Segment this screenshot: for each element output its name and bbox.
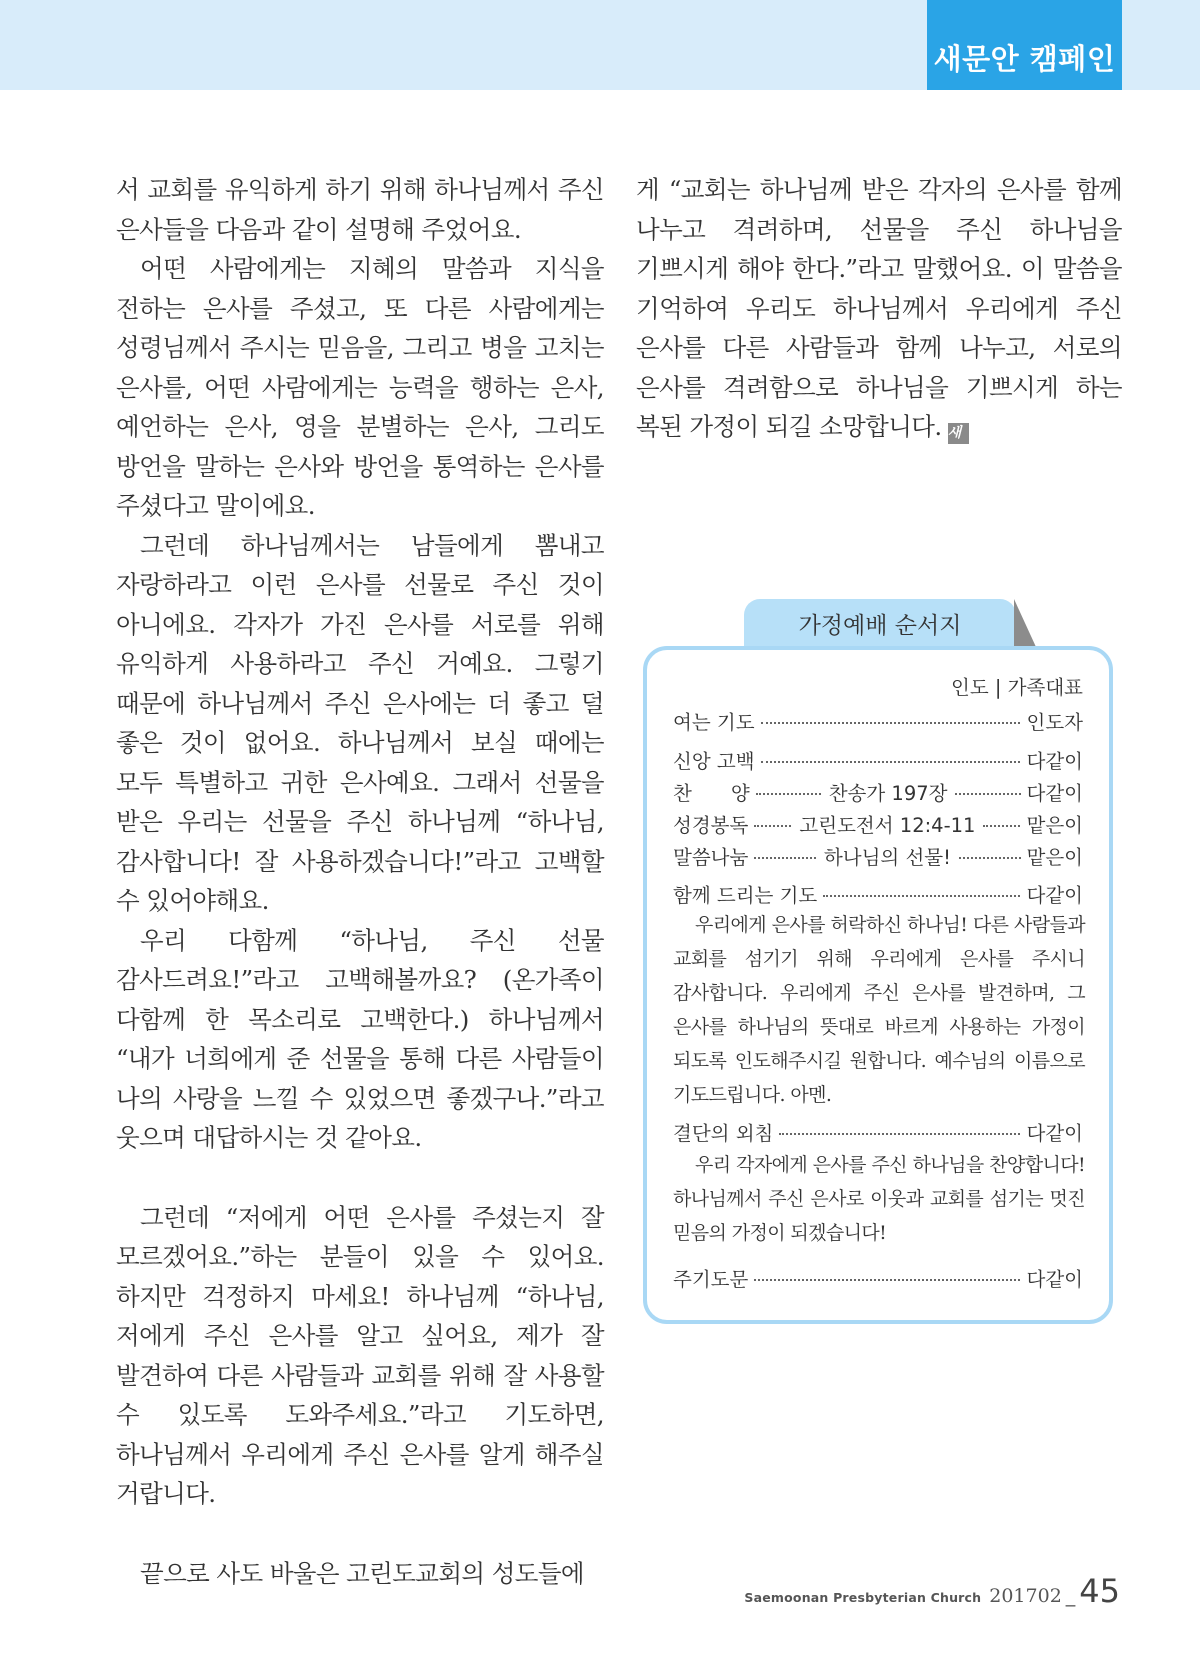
body-paragraph: 그런데 하나님께서는 남들에게 뽐내고 자랑하라고 이런 은사를 선물로 주신 것이 아니에요. 각자가 가진 은사를 서로를 위해 유익하게 사용하라고 주신 거예요. 그렇기 때문에 하나님께서 주신 은사에는 더 좋고 덜 좋은 것이 없어요. 하나님께서 보실 때에는 모두 특별하고 귀한 은사예요. 그래서 선물을 받은 우리는 선물을 주신 하나님께 “하나님, 감사합니다! 잘 사용하겠습니다!”라고 고백할 수 있어야해요. xyxy=(116,530,604,915)
worship-item xyxy=(673,707,1083,735)
worship-item-label: 결단의 외침 xyxy=(673,1122,774,1145)
worship-item-who: 맡은이 xyxy=(1026,846,1084,869)
leader-dots xyxy=(779,1133,1020,1135)
worship-item-detail: 찬송가 197장 xyxy=(828,782,948,805)
right-column xyxy=(636,170,1122,447)
worship-item-who: 다같이 xyxy=(1026,782,1084,805)
worship-item-who: 인도자 xyxy=(1026,711,1083,734)
leader-dots xyxy=(761,761,1021,763)
worship-item-detail: 하나님의 선물! xyxy=(823,846,951,869)
worship-item-label: 함께 드리는 기도 xyxy=(673,884,818,907)
tab-shadow xyxy=(1014,599,1036,647)
page-footer xyxy=(744,1572,1120,1610)
resolution-text: 우리 각자에게 은사를 주신 하나님을 찬양합니다! 하나님께서 주신 은사로 이웃과 교회를 섬기는 멋진 믿음의 가정이 되겠습니다! xyxy=(673,1154,1085,1244)
worship-item xyxy=(673,1264,1083,1292)
leader-dots xyxy=(983,825,1020,827)
leader-dots xyxy=(959,857,1021,859)
leader-dots xyxy=(823,895,1020,897)
body-paragraph xyxy=(636,170,1122,447)
body-paragraph: 어떤 사람에게는 지혜의 말씀과 지식을 전하는 은사를 주셨고, 또 다른 사람에게는 성령님께서 주시는 믿음을, 그리고 병을 고치는 은사를, 어떤 사람에게는 능력을 행하는 은사, 예언하는 은사, 영을 분별하는 은사, 그리도 방언을 말하는 은사와 방언을 통역하는 은사를 주셨다고 말이에요. xyxy=(116,254,604,520)
body-paragraph: 서 교회를 유익하게 하기 위해 하나님께서 주신 은사들을 다음과 같이 설명해 주었어요. xyxy=(116,175,604,244)
leader-dots xyxy=(756,793,821,795)
worship-item xyxy=(673,880,1083,908)
body-paragraph-text: 게 “교회는 하나님께 받은 각자의 은사를 함께 나누고 격려하며, 선물을 주신 하나님을 기쁘시게 해야 한다.”라고 말했어요. 이 말씀을 기억하여 우리도 하나님께서 우리에게 주신 은사를 다른 사람들과 함께 나누고, 서로의 은사를 격려함으로 하나님을 기쁘시게 하는 복된 가정이 되길 소망합니다. xyxy=(636,175,1122,441)
prayer-text: 우리에게 은사를 허락하신 하나님! 다른 사람들과 교회를 섬기기 위해 우리에게 은사를 주시니 감사합니다. 우리에게 주신 은사를 발견하며, 그 은사를 하나님의 뜻대로 바르게 사용하는 가정이 되도록 인도해주시길 원합니다. 예수님의 이름으로 기도드립니다. 아멘. xyxy=(673,914,1085,1106)
worship-item-label: 여는 기도 xyxy=(673,711,755,734)
worship-item xyxy=(673,842,1083,870)
left-column xyxy=(116,170,604,1593)
worship-item-label: 찬 양 xyxy=(673,782,750,805)
worship-item-who: 다같이 xyxy=(1026,884,1083,907)
worship-item xyxy=(673,778,1083,806)
worship-item-who: 다같이 xyxy=(1026,1268,1083,1291)
leader-dots xyxy=(955,793,1020,795)
body-paragraph: 끝으로 사도 바울은 고린도교회의 성도들에 xyxy=(140,1558,584,1588)
footer-separator: _ xyxy=(1065,1585,1076,1607)
body-paragraph: 우리 다함께 “하나님, 주신 선물 감사드려요!”라고 고백해볼까요? (온가족이 다함께 한 목소리로 고백한다.) 하나님께서 “내가 너희에게 준 선물을 통해 다른 사람들이 나의 사랑을 느낄 수 있었으면 좋겠구나.”라고 웃으며 대답하시는 것 같아요. xyxy=(116,925,604,1152)
worship-item-label: 신앙 고백 xyxy=(673,750,755,773)
worship-item-label: 말씀나눔 xyxy=(673,846,749,869)
worship-item-who: 다같이 xyxy=(1026,1122,1083,1145)
campaign-label: 새문안 캠페인 xyxy=(927,0,1122,90)
end-mark-icon: 새 xyxy=(948,423,969,444)
leader-dots xyxy=(761,722,1021,724)
worship-item-label: 주기도문 xyxy=(673,1268,749,1291)
worship-item xyxy=(673,810,1083,838)
leader-dots xyxy=(754,1279,1020,1281)
page-number: 45 xyxy=(1079,1572,1120,1610)
issue-number: 201702 xyxy=(989,1585,1062,1607)
leader-dots xyxy=(754,825,791,827)
church-name: Saemoonan Presbyterian Church xyxy=(744,1590,982,1605)
worship-lead: 인도 | 가족대표 xyxy=(951,676,1083,699)
worship-item-label: 성경봉독 xyxy=(673,814,749,837)
worship-item-detail: 고린도전서 12:4-11 xyxy=(799,814,976,837)
worship-item xyxy=(673,1118,1083,1146)
body-paragraph: 그런데 “저에게 어떤 은사를 주셨는지 잘 모르겠어요.”하는 분들이 있을 수 있어요. 하지만 걱정하지 마세요! 하나님께 “하나님, 저에게 주신 은사를 알고 싶어요, 제가 잘 발견하여 다른 사람들과 교회를 위해 잘 사용할 수 있도록 도와주세요.”라고 기도하면, 하나님께서 우리에게 주신 은사를 알게 해주실 거랍니다. xyxy=(116,1202,604,1508)
worship-item-who: 다같이 xyxy=(1026,750,1083,773)
worship-item xyxy=(673,746,1083,774)
order-of-worship-title: 가정예배 순서지 xyxy=(744,599,1016,647)
worship-item-who: 맡은이 xyxy=(1026,814,1083,837)
leader-dots xyxy=(754,857,816,859)
